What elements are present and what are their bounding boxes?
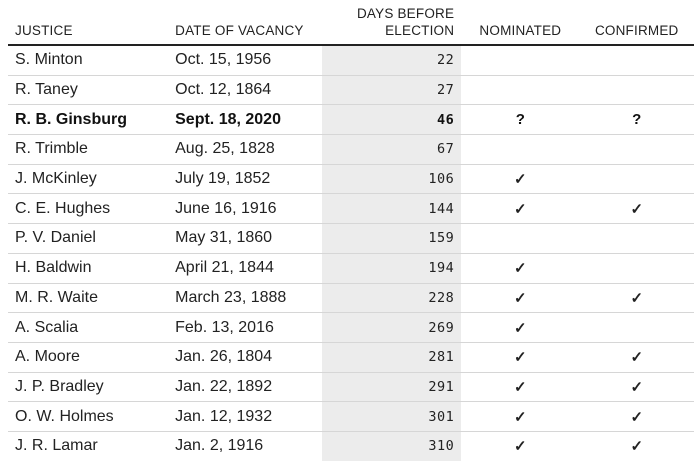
date-of-vacancy-cell: Oct. 12, 1864 [168,75,322,105]
date-of-vacancy-cell: Sept. 18, 2020 [168,105,322,135]
nominated-cell [461,224,579,254]
date-of-vacancy-cell: Jan. 2, 1916 [175,437,264,455]
table-row [8,45,694,75]
confirmed-cell: ✓ [579,283,694,313]
days-before-election-cell: 269 [322,313,461,343]
confirmed-cell: ? [579,105,694,135]
justice-cell: A. Scalia [8,313,168,343]
date-of-vacancy-cell: July 19, 1852 [168,164,322,194]
days-before-election-cell: 194 [322,253,461,283]
justice-cell: S. Minton [8,45,168,75]
justice-cell: M. R. Waite [8,283,168,313]
date-of-vacancy-cell: Jan. 26, 1804 [168,342,322,372]
justice-cell: R. Taney [8,75,168,105]
confirmed-cell: ✓ [579,342,694,372]
date-of-vacancy-cell: May 31, 1860 [168,224,322,254]
justice-cell: P. V. Daniel [8,224,168,254]
date-of-vacancy-cell: April 21, 1844 [168,253,322,283]
table-row [8,372,694,402]
days-before-election-cell: 281 [322,342,461,372]
header-days-line1: DAYS BEFORE [356,6,455,21]
table-row [8,224,694,254]
confirmed-cell: ✓ [579,372,694,402]
nominated-cell: ✓ [461,194,579,224]
table-row [8,431,694,460]
confirmed-cell [579,45,694,75]
date-of-vacancy-cell: June 16, 1916 [168,194,322,224]
justice-cell: A. Moore [8,342,168,372]
justice-cell: C. E. Hughes [8,194,168,224]
header-row [8,4,694,45]
table-row [8,75,694,105]
nominated-cell: ✓ [461,402,579,432]
table-row [8,402,694,432]
header-days-before-election [322,4,461,45]
nominated-cell: ✓ [461,253,579,283]
header-date-of-vacancy: DATE OF VACANCY [168,4,322,45]
confirmed-cell: ✓ [579,194,694,224]
justice-cell: J. McKinley [8,164,168,194]
table-row [8,313,694,343]
nominated-cell: ✓ [461,283,579,313]
date-of-vacancy-cell: Aug. 25, 1828 [168,135,322,165]
date-of-vacancy-cell: March 23, 1888 [168,283,322,313]
confirmed-cell: ✓ [630,438,644,456]
nominated-cell: ✓ [514,438,527,456]
table-row [8,105,694,135]
confirmed-cell [579,135,694,165]
nominated-cell [461,45,579,75]
confirmed-cell: ✓ [579,402,694,432]
justice-cell: J. P. Bradley [8,372,168,402]
confirmed-cell [579,313,694,343]
table-row [8,342,694,372]
header-days-line2: ELECTION [385,23,455,38]
justice-cell: O. W. Holmes [8,402,168,432]
nominated-cell: ✓ [461,372,579,402]
table-row [8,164,694,194]
days-before-election-cell: 144 [322,194,461,224]
nominated-cell: ? [461,105,579,135]
table-row [8,283,694,313]
nominated-cell: ✓ [461,313,579,343]
table-row [8,253,694,283]
confirmed-cell [579,75,694,105]
date-of-vacancy-cell: Jan. 12, 1932 [168,402,322,432]
nominated-cell: ✓ [461,164,579,194]
date-of-vacancy-cell: Oct. 15, 1956 [168,45,322,75]
days-before-election-cell: 106 [322,164,461,194]
justice-cell: R. B. Ginsburg [8,105,168,135]
confirmed-cell [579,253,694,283]
days-before-election-cell: 310 [322,431,461,460]
nominated-cell [461,75,579,105]
date-of-vacancy-cell: Feb. 13, 2016 [168,313,322,343]
days-before-election-cell: 301 [322,402,461,432]
days-before-election-cell: 27 [322,75,461,105]
justice-cell: J. R. Lamar [15,437,98,455]
days-before-election-cell: 67 [322,135,461,165]
days-before-election-cell: 46 [322,105,461,135]
table-row [8,135,694,165]
date-of-vacancy-cell: Jan. 22, 1892 [168,372,322,402]
confirmed-cell [579,164,694,194]
header-confirmed: CONFIRMED [579,4,694,45]
nominated-cell [461,135,579,165]
days-before-election-cell: 22 [322,45,461,75]
justice-cell: R. Trimble [8,135,168,165]
justice-cell: H. Baldwin [8,253,168,283]
table-body [8,45,694,461]
days-before-election-cell: 159 [322,224,461,254]
confirmed-cell [579,224,694,254]
days-before-election-cell: 291 [322,372,461,402]
nominated-cell: ✓ [461,342,579,372]
table-header [8,4,694,45]
table-row [8,194,694,224]
days-before-election-cell: 228 [322,283,461,313]
vacancy-table [8,4,694,461]
header-justice: JUSTICE [8,4,168,45]
header-nominated: NOMINATED [461,4,579,45]
